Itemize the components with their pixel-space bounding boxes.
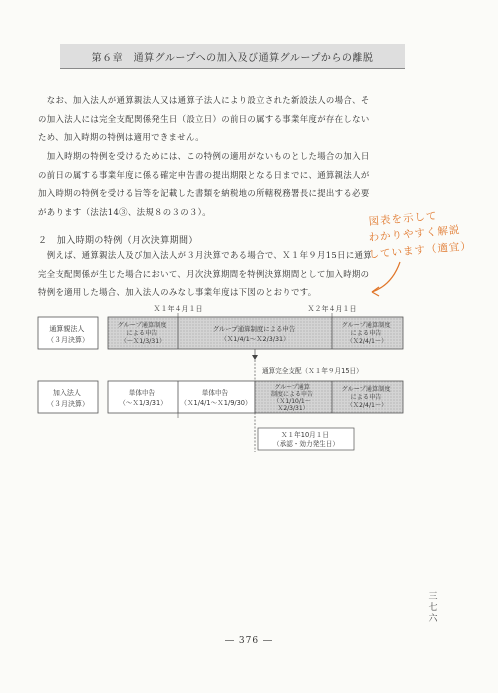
approval-date-label: Ｘ１年10月１日 （承認・効力発生日） [273, 431, 339, 448]
annotation-line: 図表を示して [368, 209, 438, 228]
margin-char: 六 [428, 614, 438, 624]
parent-label-box [38, 317, 98, 349]
paragraph-line: 完全支配関係が生じた場合において、月次決算期間を特例決算期間として加入時期の [38, 268, 370, 279]
paragraph-line: なお、加入法人が通算親法人又は通算子法人により設立された新設法人の場合、そ [38, 95, 370, 105]
full-control-label: 通算完全支配（Ｘ１年９月15日） [262, 367, 363, 375]
paragraph-line: 特例を適用した場合、加入法人のみなし事業年度は下図のとおりです。 [38, 287, 317, 297]
paragraph-line: があります（法法14③、法規８の３の３）。 [38, 206, 211, 217]
page-number: ― 376 ― [225, 636, 273, 646]
full-control-arrow [252, 355, 258, 360]
parent-cell-2: グループ通算制度による申告 （Ｘ1/4/1～Ｘ2/3/31） [212, 325, 296, 343]
paragraph-line: 加入時期の特例を受けるためには、この特例の適用がないものとした場合の加入日 [38, 151, 370, 161]
sub-cell-3: グループ通算 制度による申告 （Ｘ1/10/1～ Ｘ2/3/31） [271, 384, 314, 412]
paragraph-line: 加入時期の特例を受ける旨等を記載した書類を納税地の所轄税務署長に提出する必要 [38, 188, 370, 198]
section-heading: ２ 加入時期の特例（月次決算期間） [38, 236, 198, 246]
parent-label: 通算親法人 （３月決算） [47, 325, 89, 344]
date-top-right: Ｘ２年４月１日 [307, 305, 357, 313]
sub-label-box [38, 381, 98, 413]
sub-cell-2: 単体申告 （Ｘ1/4/1～Ｘ1/9/30） [180, 389, 252, 407]
margin-char: 三 [428, 592, 438, 602]
parent-cell-1: グループ通算制度 による申告 （～Ｘ1/3/31） [117, 322, 167, 345]
sub-cell-4: グループ通算制度 による申告 （Ｘ2/4/1～） [341, 386, 391, 409]
paragraph-line: ため、加入時期の特例は適用できません。 [38, 132, 204, 142]
paragraph-line: の前日の属する事業年度に係る確定申告書の提出期限となる日までに、通算親法人が [38, 169, 370, 180]
annotation-line: わかりやすく解説 [368, 223, 461, 244]
sub-cell-1: 単体申告 （～Ｘ1/3/31） [119, 389, 167, 407]
sub-label: 加入法人 （３月決算） [47, 389, 89, 408]
margin-vertical-page-number [426, 592, 440, 625]
annotation-arrow [372, 262, 400, 292]
sub-single-bar [108, 381, 255, 413]
chapter-title: 第６章 通算グループへの加入及び通算グループからの離脱 [91, 53, 374, 64]
date-top-left: Ｘ１年４月１日 [153, 305, 203, 313]
annotation-arrowhead [372, 287, 379, 296]
paragraph-line: 例えば、通算親法人及び加入法人が３月決算である場合で、Ｘ１年９月15日に通算 [38, 250, 373, 260]
annotation-line: しています（適宜） [368, 239, 473, 261]
parent-cell-3: グループ通算制度 による申告 （Ｘ2/4/1～） [341, 322, 391, 345]
margin-char: 七 [428, 603, 438, 613]
paragraph-line: の加入法人には完全支配関係発生日（設立日）の前日の属する事業年度が存在しない [38, 113, 370, 124]
